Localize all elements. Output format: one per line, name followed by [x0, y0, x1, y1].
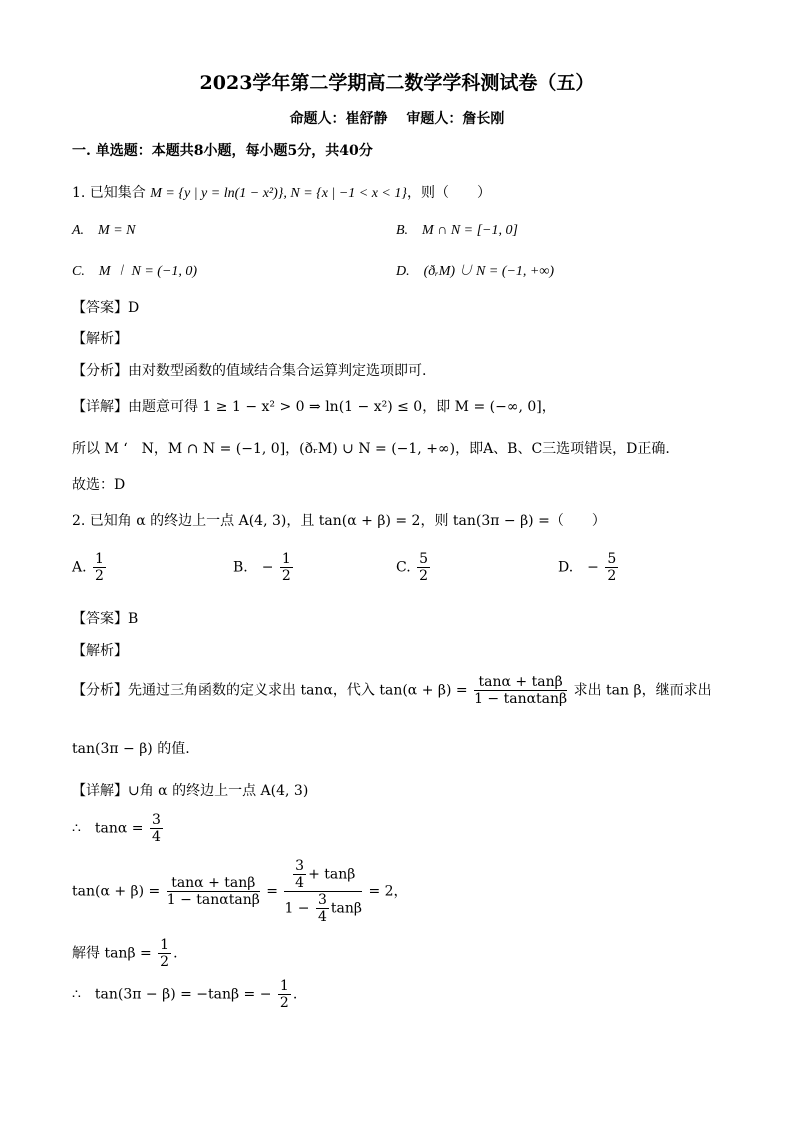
q2-step2-result: = 2， [368, 883, 408, 900]
fraction-numerator: 1 [279, 978, 289, 994]
fraction-denominator: 1 − tanαtanβ [474, 691, 568, 708]
q1-suffix: ，则（ ） [406, 185, 491, 201]
q1-choose: 故选：D [72, 477, 126, 493]
inner-fraction [316, 892, 329, 925]
complex-denominator [284, 892, 362, 925]
q2-option-d-fraction [605, 551, 618, 584]
q2-option-b-label: B. − [233, 559, 274, 576]
q2-fenxi-line2: tan(3π − β) 的值. [72, 741, 190, 757]
q1-stem [72, 182, 491, 202]
q2-step2-text: tan(α + β) = [72, 883, 161, 900]
fraction-numerator: tanα + tanβ [167, 875, 260, 892]
fraction-numerator: 3 [295, 858, 305, 874]
q2-option-a-label: A. [72, 559, 87, 576]
fraction-denominator: 4 [295, 875, 305, 892]
q1-option-a: A. M = N [72, 223, 136, 238]
fraction-denominator: 2 [419, 568, 429, 585]
q2-analysis-tag: 【解析】 [72, 643, 128, 659]
q2-step4 [72, 978, 297, 1011]
complex-denominator-head: 1 − [284, 900, 310, 917]
q2-step4-period: . [292, 986, 298, 1003]
inner-fraction [293, 858, 306, 891]
q2-option-b [233, 551, 295, 584]
q1-option-d: D. (ðᵣM) ∪ N = (−1, +∞) [396, 264, 555, 279]
section-heading: 一. 单选题：本题共8小题，每小题5分，共40分 [72, 143, 373, 159]
q2-step1-fraction [150, 812, 163, 845]
q1-set-n: , N = {x | −1 < x < 1} [283, 186, 407, 201]
q2-step1 [72, 812, 165, 845]
authors-line: 命题人：崔舒静 审题人：詹长刚 [289, 111, 505, 127]
q2-option-c-fraction [417, 551, 430, 584]
q1-fenxi: 【分析】由对数型函数的值域结合集合运算判定选项即可. [72, 363, 427, 379]
q2-option-c-label: C. [396, 559, 411, 576]
q2-option-d [558, 551, 620, 584]
fraction-numerator: 3 [151, 812, 161, 828]
fraction-denominator: 1 − tanαtanβ [166, 892, 260, 909]
fraction-numerator: 1 [281, 551, 291, 567]
q1-answer: 【答案】D [72, 300, 140, 316]
fraction-denominator: 2 [95, 568, 104, 585]
q1-analysis-tag: 【解析】 [72, 331, 128, 347]
q1-detail-line2: 所以 M ‘ N，M ∩ N = (−1, 0]，(ðᵣM) ∪ N = (−1, +∞)，即A、B、C三选项错误，D正确. [72, 441, 670, 457]
fraction-denominator: 2 [160, 954, 170, 971]
q2-step4-text: ∴ tan(3π − β) = −tanβ = − [72, 986, 272, 1003]
q2-step2-complex-fraction [284, 858, 362, 925]
page-title: 2023学年第二学期高二数学学科测试卷（五） [199, 72, 595, 94]
q2-step2-fraction [167, 875, 260, 908]
q2-stem: 2. 已知角 α 的终边上一点 A(4, 3)，且 tan(α + β) = 2，则 tan(3π − β) =（ ） [72, 513, 606, 529]
complex-denominator-tail: tanβ [330, 900, 363, 917]
q2-fenxi-part2: 求出 tan β，继而求出 [573, 682, 712, 699]
q2-step3-fraction [158, 937, 171, 970]
fraction-denominator: 4 [151, 829, 161, 846]
q2-step2-equals: = [266, 883, 278, 900]
q2-step2 [72, 858, 408, 925]
q2-step1-text: ∴ tanα = [72, 820, 144, 837]
q2-step3-period: . [173, 945, 178, 962]
q1-option-c: C. M ∣ N = (−1, 0) [72, 264, 198, 279]
q1-set-m: M = {y | y = ln(1 − x²)} [150, 186, 284, 201]
complex-numerator-tail: + tanβ [308, 866, 356, 883]
q2-step3 [72, 937, 178, 970]
fraction-denominator: 2 [607, 568, 617, 585]
q2-step3-text: 解得 tanβ = [72, 945, 152, 962]
q2-option-c [396, 551, 432, 584]
fraction-numerator: 5 [607, 551, 617, 567]
fraction-denominator: 2 [281, 568, 291, 585]
fraction-numerator: tanα + tanβ [474, 674, 567, 691]
fraction-numerator: 1 [95, 551, 104, 567]
fraction-numerator: 5 [419, 551, 429, 567]
q2-fenxi-fraction [474, 674, 567, 707]
q2-fenxi-part1: 【分析】先通过三角函数的定义求出 tanα，代入 tan(α + β) = [72, 682, 468, 699]
q2-fenxi [72, 674, 712, 707]
q2-xiangjie: 【详解】∪角 α 的终边上一点 A(4, 3) [72, 783, 309, 799]
q2-step4-fraction [278, 978, 291, 1011]
q2-option-b-fraction [280, 551, 293, 584]
q2-option-a [72, 551, 108, 584]
q2-option-d-label: D. − [558, 559, 599, 576]
fraction-numerator: 1 [160, 937, 170, 953]
q1-prefix: 1. 已知集合 [72, 185, 146, 201]
fraction-numerator: 3 [318, 892, 327, 909]
q1-option-b: B. M ∩ N = [−1, 0] [396, 223, 518, 238]
fraction-denominator: 2 [279, 995, 289, 1012]
q1-xiangjie: 【详解】由题意可得 1 ≥ 1 − x² > 0 ⇒ ln(1 − x²) ≤ 0，即 M = (−∞, 0]， [72, 399, 556, 415]
q2-option-a-fraction [93, 551, 106, 584]
complex-numerator [284, 858, 362, 892]
fraction-denominator: 4 [318, 909, 327, 926]
q2-answer: 【答案】B [72, 611, 139, 627]
